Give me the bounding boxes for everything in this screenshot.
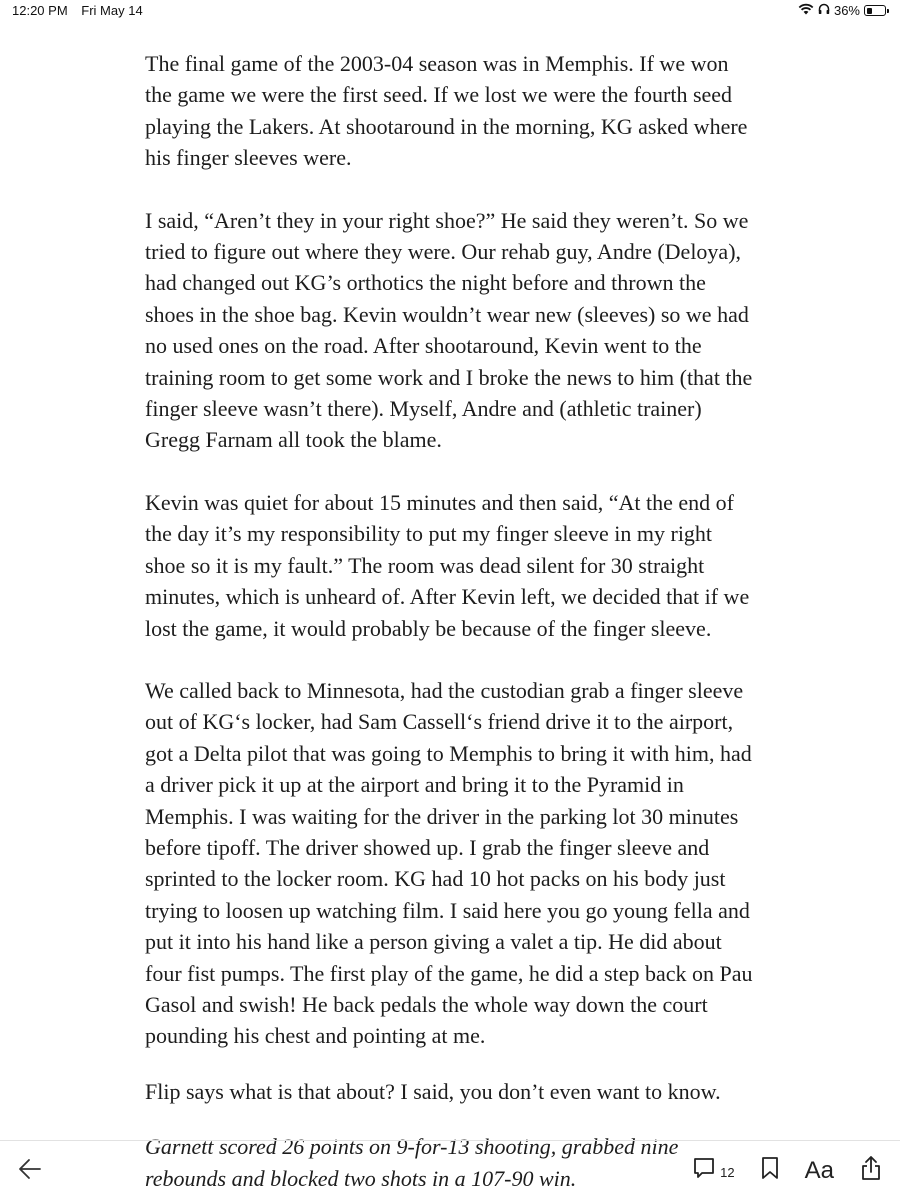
text-settings-button[interactable] — [805, 1157, 834, 1185]
battery-percent: 36% — [833, 3, 860, 18]
bottom-toolbar — [0, 1140, 900, 1200]
comment-icon — [693, 1157, 715, 1184]
paragraph: Flip says what is that about? I said, you don’t even want to know. — [145, 1078, 721, 1104]
share-icon — [860, 1155, 882, 1186]
bookmark-button[interactable] — [761, 1156, 779, 1185]
paragraph: We called back to Minnesota, had the custodian grab a finger sleeve out of KG‘s locker, had Sam Cassell‘s friend drive it to the airport, got a Delta pilot that was going to Memphis to bring it with him, had a driver pick it up at the airport and bring it to the Pyramid in Memphis. I was waiting for the driver in the parking lot 30 minutes before tipoff. The driver showed up. I grab the finger sleeve and sprinted to the locker room. KG had 10 hot packs on his body just trying to loosen up watching film. I said here you go young fella and put it into his hand like a person giving a valet a tip. He did about four fist pumps. The first play of the game, he did a step back on Pau Gasol and swish! He back pedals the whole way down the court pounding his chest and pointing at me. — [145, 677, 753, 1049]
cut-off-text-line — [145, 6, 745, 20]
article-body — [145, 48, 755, 1194]
back-arrow-icon — [18, 1167, 42, 1184]
toolbar-actions — [693, 1155, 882, 1186]
battery-level — [867, 8, 873, 14]
comments-button[interactable] — [693, 1157, 734, 1184]
paragraph: I said, “Aren’t they in your right shoe?” He said they weren’t. So we tried to figure out where they were. Our rehab guy, Andre (Deloya), had changed out KG’s orthotics the night before and thrown the shoes in the shoe bag. Kevin wouldn’t wear new (sleeves) so we had no used ones on the road. After shootaround, Kevin went to the training room to get some work and I broke the news to him (that the finger sleeve wasn’t there). Myself, Andre and (athletic trainer) Gregg Farnam all took the blame. — [145, 207, 753, 453]
status-time: 12:20 PM — [12, 3, 68, 18]
status-date: Fri May 14 — [81, 3, 143, 18]
paragraph: The final game of the 2003-04 season was in Memphis. If we won the game we were the first seed. If we lost we were the fourth seed playing the Lakers. At shootaround in the morning, KG asked where his finger sleeves were. — [145, 51, 748, 171]
italic-note: Garnett scored 26 points on 9-for-13 shooting, grabbed nine rebounds and blocked two shots in a 107-90 win. — [145, 1134, 679, 1191]
text-settings-icon: Aa — [804, 1156, 834, 1184]
comment-count: 12 — [720, 1165, 735, 1180]
status-left — [12, 3, 143, 18]
back-button[interactable] — [18, 1158, 42, 1185]
wifi-icon — [798, 3, 814, 18]
headphones-icon — [818, 3, 830, 18]
status-right — [798, 3, 886, 18]
battery-icon — [864, 5, 886, 16]
paragraph: Kevin was quiet for about 15 minutes and then said, “At the end of the day it’s my responsibility to put my finger sleeve in my right shoe so it is my fault.” The room was dead silent for 30 straight minutes, which is unheard of. After Kevin left, we decided that if we lost the game, it would probably be because of the finger sleeve. — [145, 489, 750, 641]
share-button[interactable] — [860, 1155, 882, 1186]
bookmark-icon — [761, 1156, 779, 1185]
